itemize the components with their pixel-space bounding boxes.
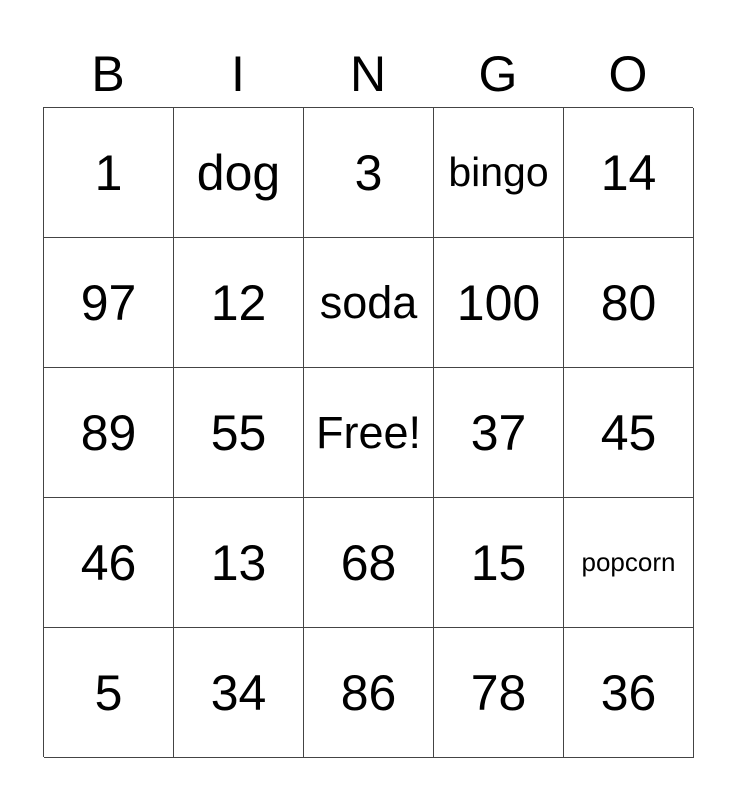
bingo-cell: popcorn <box>564 498 694 628</box>
bingo-cell: 89 <box>44 368 174 498</box>
bingo-cell: 78 <box>434 628 564 758</box>
bingo-cell: 12 <box>174 238 304 368</box>
bingo-cell: dog <box>174 108 304 238</box>
bingo-cell: 5 <box>44 628 174 758</box>
header-letter-g: G <box>478 46 518 102</box>
bingo-cell: 86 <box>304 628 434 758</box>
free-space-cell: Free! <box>304 368 434 498</box>
header-letter-i: I <box>231 46 245 102</box>
bingo-cell: bingo <box>434 108 564 238</box>
bingo-cell: 13 <box>174 498 304 628</box>
bingo-cell: 36 <box>564 628 694 758</box>
bingo-header <box>43 40 693 108</box>
bingo-cell: 34 <box>174 628 304 758</box>
bingo-cell: 14 <box>564 108 694 238</box>
bingo-cell: soda <box>304 238 434 368</box>
bingo-cell: 1 <box>44 108 174 238</box>
bingo-cell: 46 <box>44 498 174 628</box>
bingo-board <box>43 107 693 757</box>
header-letter-b: B <box>91 46 125 102</box>
bingo-cell: 100 <box>434 238 564 368</box>
header-letter-n: N <box>349 46 387 102</box>
bingo-cell: 37 <box>434 368 564 498</box>
bingo-cell: 15 <box>434 498 564 628</box>
header-letter-o: O <box>608 46 648 102</box>
bingo-cell: 3 <box>304 108 434 238</box>
bingo-cell: 80 <box>564 238 694 368</box>
bingo-cell: 45 <box>564 368 694 498</box>
bingo-cell: 55 <box>174 368 304 498</box>
bingo-cell: 68 <box>304 498 434 628</box>
bingo-cell: 97 <box>44 238 174 368</box>
